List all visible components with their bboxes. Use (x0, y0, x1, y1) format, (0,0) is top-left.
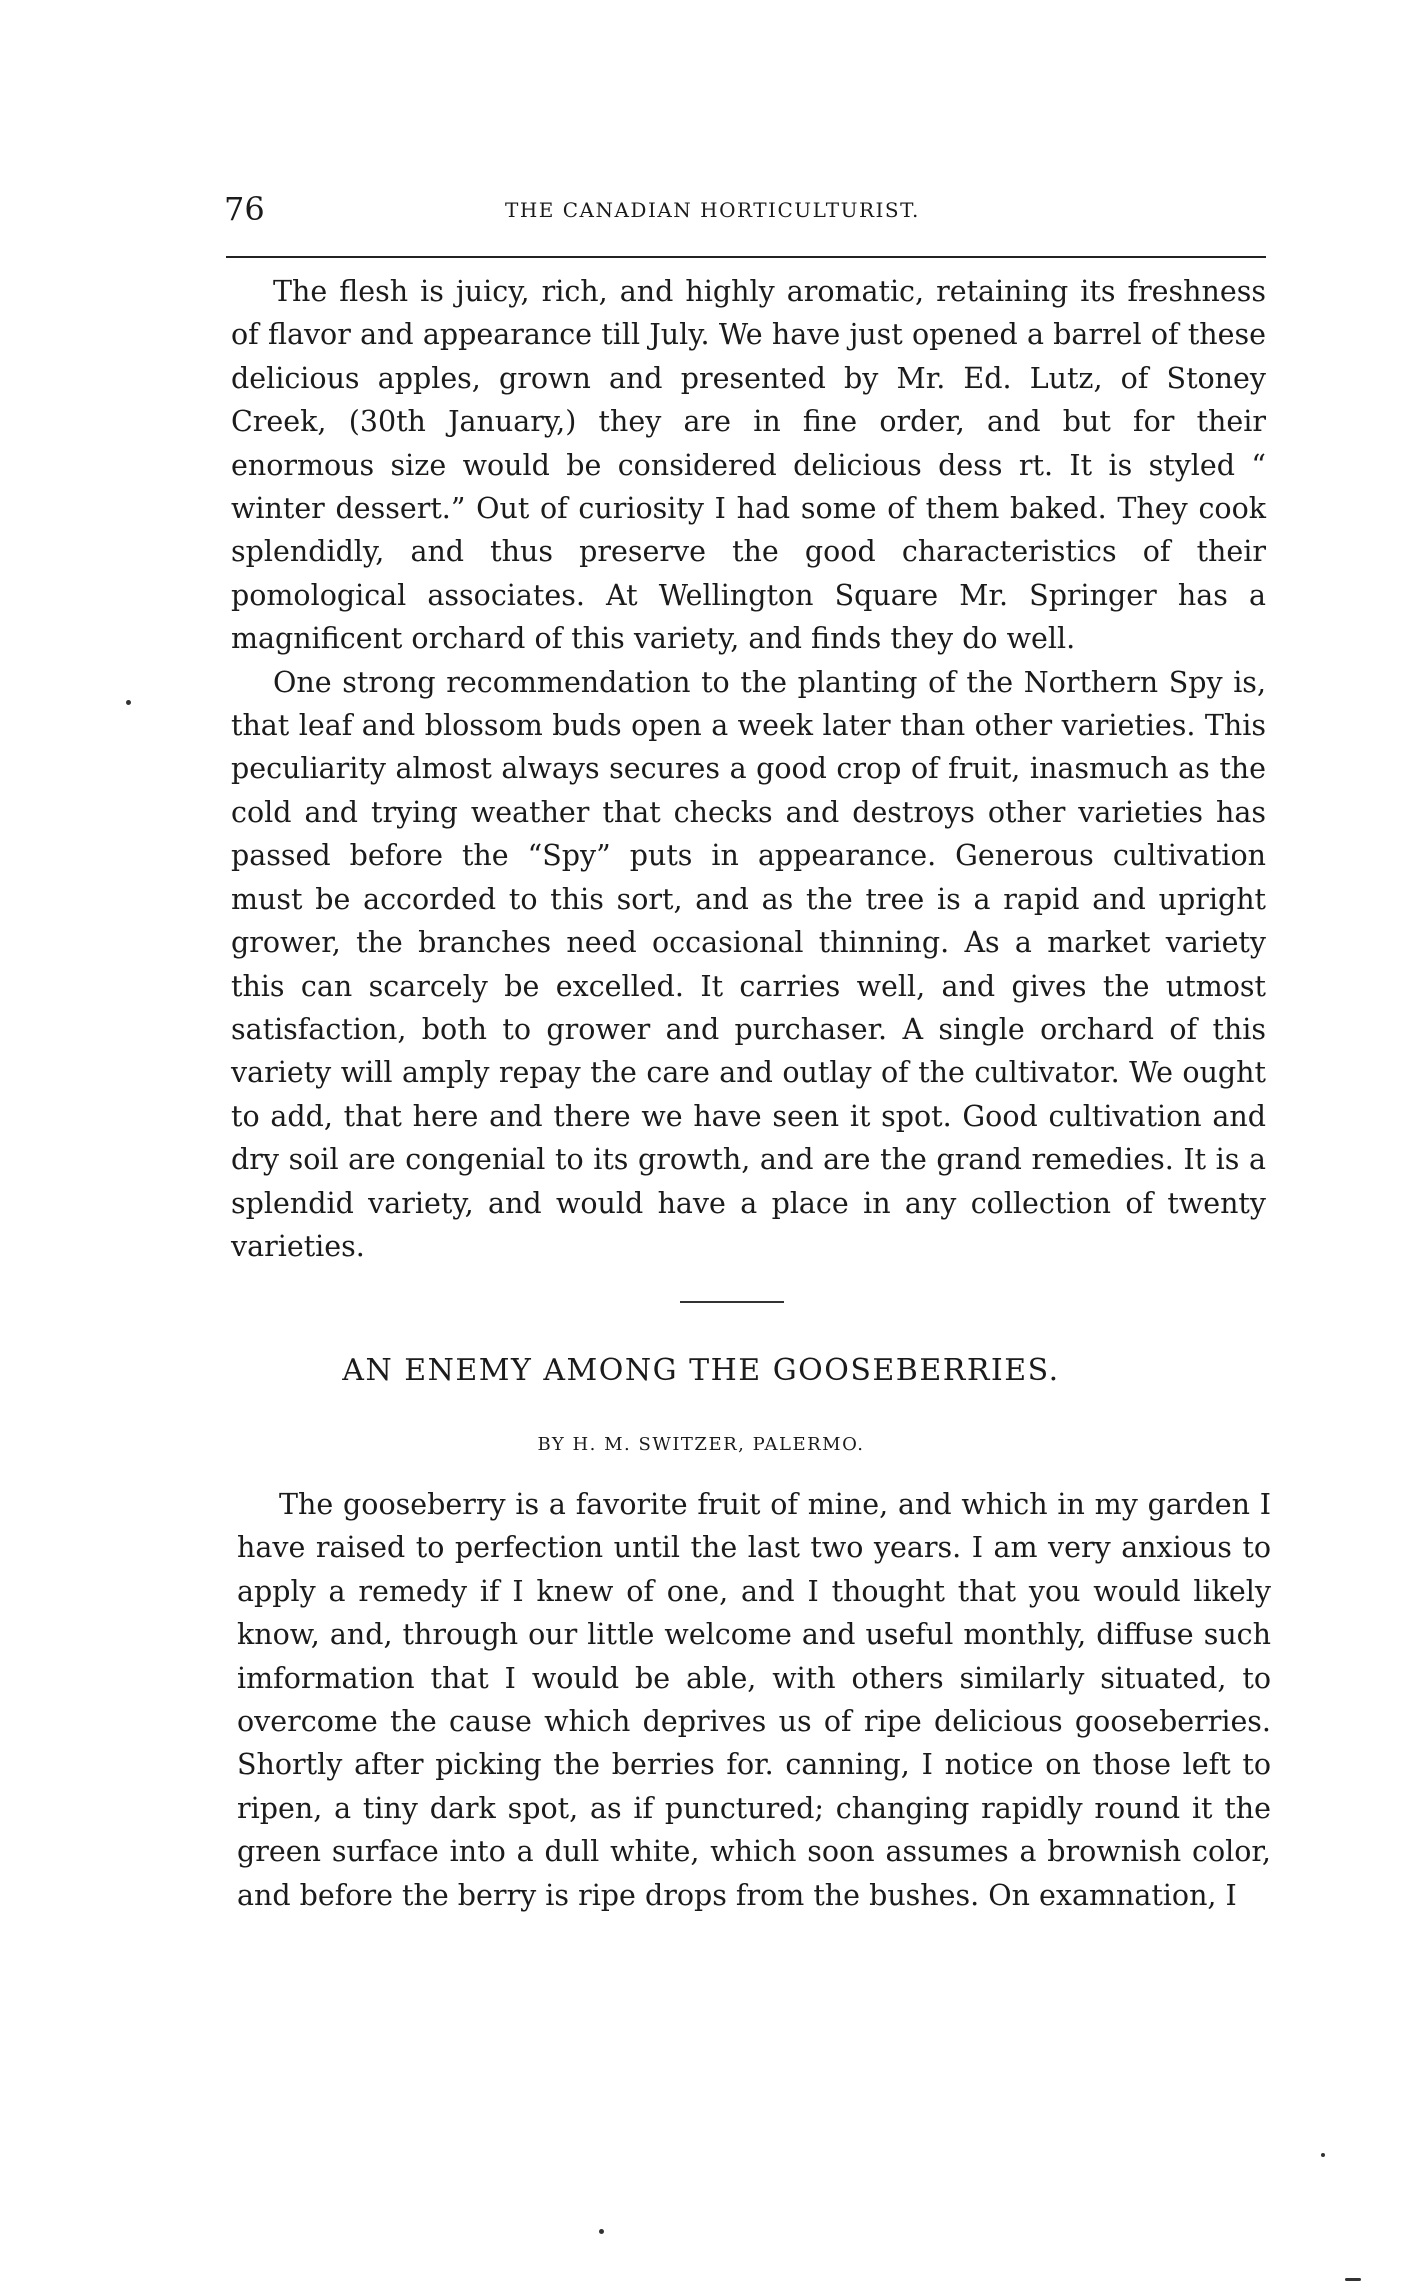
section-divider (680, 1301, 784, 1303)
article-byline: BY H. M. SWITZER, PALERMO. (537, 1434, 865, 1455)
paragraph: The gooseberry is a favorite fruit of mine, and which in my garden I have raised to perfection until the last two years. I am very anxious to apply a remedy if I knew of one, and I thought that you would likely know, and, through our little welcome and useful monthly, diffuse such imformation that I would be able, with others similarly situated, to overcome the cause which deprives us of ripe delicious gooseberries. Shortly after picking the berries for. canning, I notice on those left to ripen, a tiny dark spot, as if punctured; changing rapidly round it the green surface into a dull white, which soon assumes a brownish color, and before the berry is ripe drops from the bushes. On examnation, I (237, 1488, 1271, 1912)
paragraph: The flesh is juicy, rich, and highly aromatic, retaining its freshness of flavor and appearance till July. We have just opened a barrel of these delicious apples, grown and presented by Mr. Ed. Lutz, of Stoney Creek, (30th January,) they are in fine order, and but for their enormous size would be considered delicious dess rt. It is styled “ winter dessert.” Out of curiosity I had some of them baked. They cook splendidly, and thus preserve the good characteristics of their pomological associates. At Wellington Square Mr. Springer has a magnificent orchard of this variety, and finds they do well. (231, 275, 1266, 656)
page-number: 76 (224, 190, 265, 228)
running-head: THE CANADIAN HORTICULTURIST. (505, 198, 920, 222)
scan-speck (599, 2229, 604, 2234)
continued-article-body (231, 270, 1266, 1268)
paragraph: One strong recommendation to the planting of the Northern Spy is, that leaf and blossom buds open a week later than other varieties. This peculiarity almost always secures a good crop of fruit, inasmuch as the cold and trying weather that checks and destroys other varieties has passed before the “Spy” puts in appearance. Generous cultivation must be accorded to this sort, and as the tree is a rapid and upright grower, the branches need occasional thinning. As a market variety this can scarcely be excelled. It carries well, and gives the utmost satisfaction, both to grower and purchaser. A single orchard of this variety will amply repay the care and outlay of the cultivator. We ought to add, that here and there we have seen it spot. Good cultivation and dry soil are congenial to its growth, and are the grand remedies. It is a splendid variety, and would have a place in any collection of twenty varieties. (231, 665, 1266, 1263)
article-title: AN ENEMY AMONG THE GOOSEBERRIES. (342, 1353, 1060, 1388)
scan-speck (1345, 2278, 1361, 2281)
article-body (237, 1483, 1271, 1917)
scan-speck (1321, 2153, 1325, 2157)
header-rule (226, 256, 1266, 258)
scan-speck (126, 700, 131, 705)
